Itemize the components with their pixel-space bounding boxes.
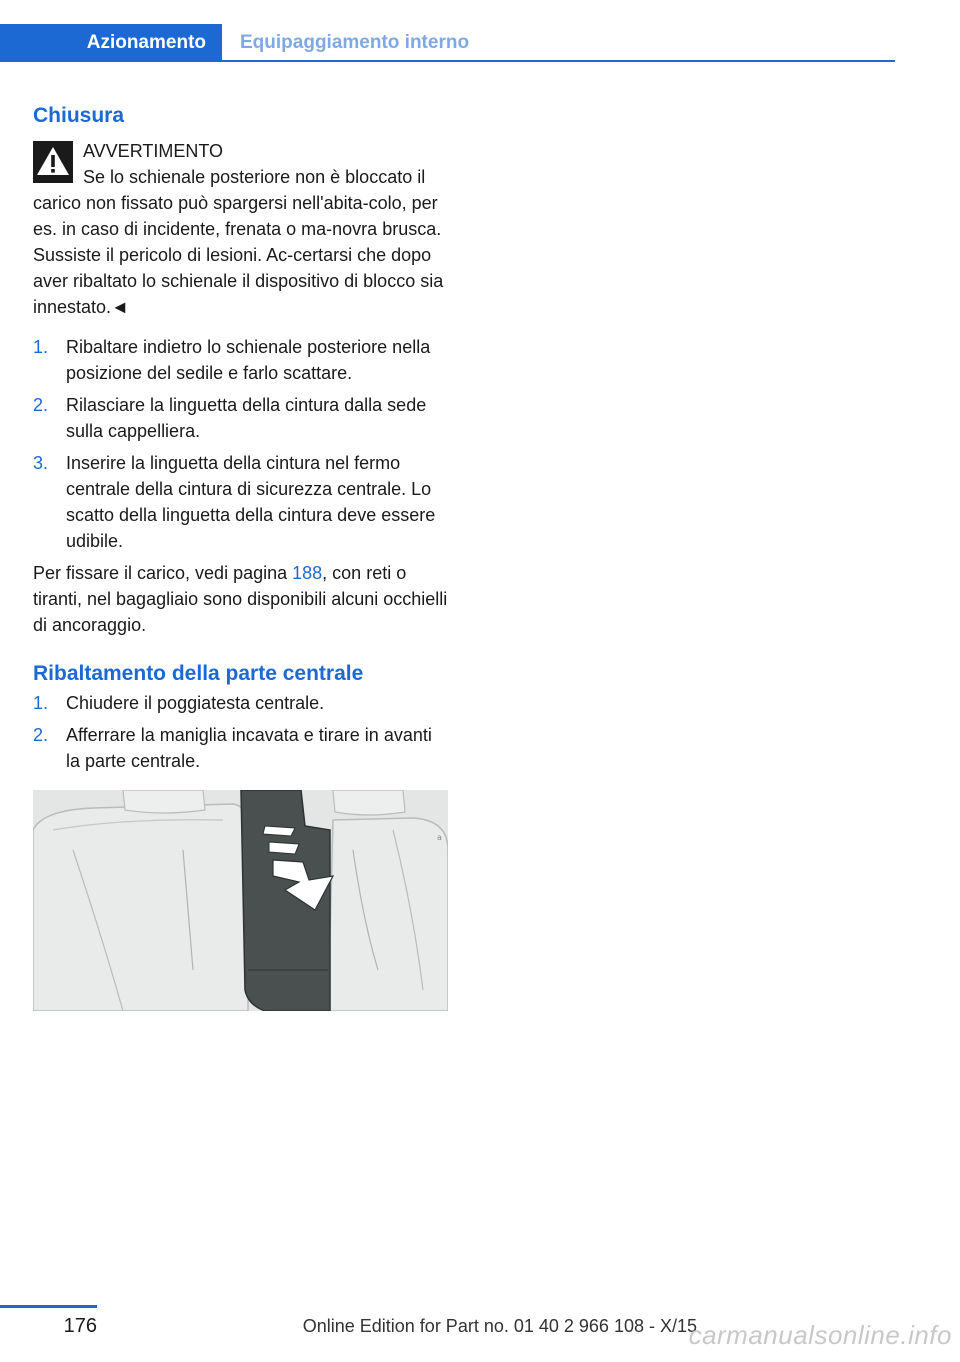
list-item (33, 392, 449, 444)
warning-title: AVVERTIMENTO (83, 141, 224, 161)
list-item (33, 690, 449, 716)
content-column (33, 100, 449, 780)
warning-text: Se lo schienale posteriore non è bloccato il carico non fissato può spargersi nell'abita-colo, per es. in caso di incidente, frenata o ma-novra brusca. Sussiste il pericolo di lesioni. Ac-certarsi che dopo aver ribaltato lo schienale il dispositivo di blocco sia innestato.◄ (33, 167, 444, 317)
step-text: Afferrare la maniglia incavata e tirare in avanti la parte centrale. (66, 725, 432, 771)
step-number: 2. (33, 395, 49, 415)
watermark: carmanualsonline.info (688, 1320, 952, 1350)
anchoring-note (33, 560, 449, 638)
steps-list-chiusura (33, 334, 449, 554)
step-text: Rilasciare la linguetta della cintura dalla sede sulla cappelliera. (66, 395, 427, 441)
svg-text:a: a (437, 833, 442, 842)
step-text: Inserire la linguetta della cintura nel fermo centrale della cintura di sicurezza centrale. Lo scatto della linguetta della cintura deve essere udibile. (66, 453, 436, 551)
note-text: , con reti o tiranti, nel bagagliaio sono disponibili alcuni occhielli di ancoraggio. (33, 563, 448, 635)
edition-text: Online Edition for Part no. 01 40 2 966 108 - X/15 (302, 1316, 697, 1336)
note-text: Per fissare il carico, vedi pagina (33, 563, 293, 583)
warning-triangle-icon (33, 141, 73, 183)
page-number: 176 (63, 1315, 97, 1337)
step-text: Ribaltare indietro lo schienale posteriore nella posizione del sedile e farlo scattare. (66, 337, 431, 383)
list-item (33, 450, 449, 554)
steps-list-ribaltamento (33, 690, 449, 774)
tab-azionamento[interactable]: Azionamento (0, 24, 222, 62)
step-number: 2. (33, 725, 49, 745)
section-title-ribaltamento: Ribaltamento della parte centrale (33, 662, 364, 685)
step-number: 1. (33, 337, 49, 357)
list-item (33, 722, 449, 774)
warning-block (33, 138, 449, 320)
step-number: 1. (33, 693, 49, 713)
step-text: Chiudere il poggiatesta centrale. (66, 693, 325, 713)
list-item (33, 334, 449, 386)
rear-seat-illustration (33, 790, 448, 1011)
step-number: 3. (33, 453, 49, 473)
header-divider (0, 60, 895, 62)
section-title-chiusura: Chiusura (33, 104, 125, 127)
page-link-188[interactable]: 188 (292, 563, 323, 583)
tab-equipaggiamento-interno[interactable]: Equipaggiamento interno (240, 32, 470, 53)
page-header (0, 24, 895, 62)
rear-seat-drawing (33, 790, 448, 1011)
footer-divider (0, 1305, 97, 1308)
